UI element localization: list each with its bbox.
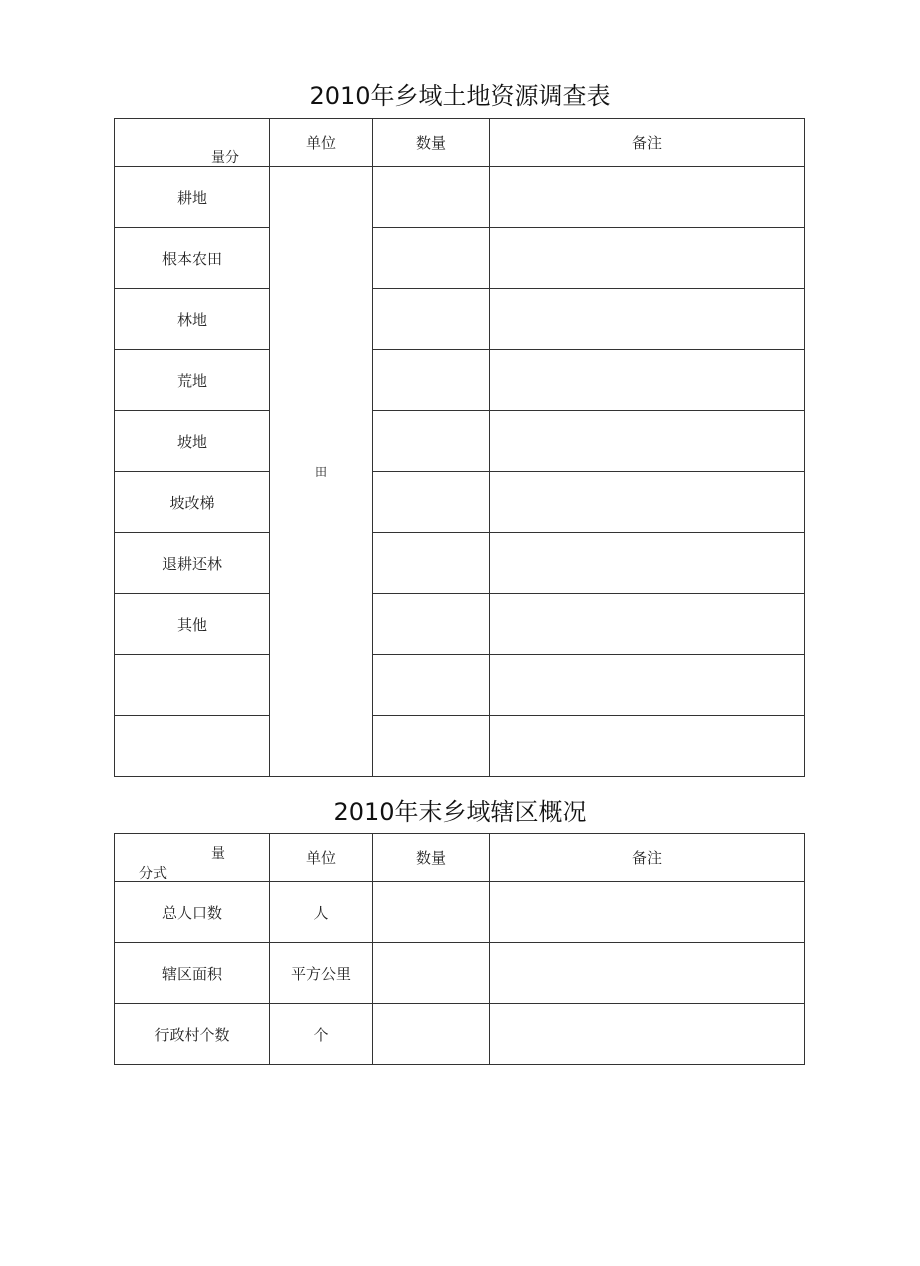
quantity-header: 数量 xyxy=(373,119,490,167)
remarks-cell[interactable] xyxy=(490,716,805,777)
unit-cell: 人 xyxy=(270,882,373,943)
quantity-cell[interactable] xyxy=(373,350,490,411)
quantity-cell[interactable] xyxy=(373,594,490,655)
region-table-title: 2010年末乡域辖区概况 xyxy=(333,798,587,826)
table-row xyxy=(115,411,805,472)
remarks-header: 备注 xyxy=(490,119,805,167)
row-label: 耕地 xyxy=(115,167,270,228)
remarks-cell[interactable] xyxy=(490,533,805,594)
unit-cell: 平方公里 xyxy=(270,943,373,1004)
quantity-cell[interactable] xyxy=(373,289,490,350)
quantity-cell[interactable] xyxy=(373,882,490,943)
table-row xyxy=(115,943,805,1004)
corner-label-top: 量 xyxy=(211,846,225,862)
quantity-cell[interactable] xyxy=(373,228,490,289)
unit-cell: 个 xyxy=(270,1004,373,1065)
row-label: 其他 xyxy=(115,594,270,655)
remarks-cell[interactable] xyxy=(490,167,805,228)
land-resource-table xyxy=(114,118,805,777)
row-label: 退耕还林 xyxy=(115,533,270,594)
remarks-cell[interactable] xyxy=(490,1004,805,1065)
quantity-cell[interactable] xyxy=(373,655,490,716)
table-row xyxy=(115,350,805,411)
row-label: 坡改梯 xyxy=(115,472,270,533)
quantity-cell[interactable] xyxy=(373,1004,490,1065)
remarks-cell[interactable] xyxy=(490,943,805,1004)
quantity-cell[interactable] xyxy=(373,472,490,533)
table-row xyxy=(115,655,805,716)
row-label: 根本农田 xyxy=(115,228,270,289)
remarks-cell[interactable] xyxy=(490,655,805,716)
quantity-cell[interactable] xyxy=(373,411,490,472)
table-row xyxy=(115,1004,805,1065)
row-label[interactable] xyxy=(115,655,270,716)
table-row xyxy=(115,882,805,943)
table-row xyxy=(115,472,805,533)
unit-header: 单位 xyxy=(270,834,373,882)
row-label: 辖区面积 xyxy=(115,943,270,1004)
remarks-cell[interactable] xyxy=(490,350,805,411)
region-overview-table xyxy=(114,833,805,1065)
table-row xyxy=(115,289,805,350)
table-row xyxy=(115,167,805,228)
remarks-cell[interactable] xyxy=(490,411,805,472)
corner-header-cell xyxy=(115,834,270,882)
corner-label-bottom: 分式 xyxy=(139,866,167,882)
land-table-title: 2010年乡域土地资源调查表 xyxy=(309,82,611,110)
quantity-cell[interactable] xyxy=(373,943,490,1004)
unit-cell: 田 xyxy=(270,167,373,777)
row-label: 坡地 xyxy=(115,411,270,472)
remarks-cell[interactable] xyxy=(490,472,805,533)
table-row xyxy=(115,228,805,289)
table-row xyxy=(115,533,805,594)
quantity-cell[interactable] xyxy=(373,533,490,594)
remarks-cell[interactable] xyxy=(490,594,805,655)
row-label: 林地 xyxy=(115,289,270,350)
row-label: 行政村个数 xyxy=(115,1004,270,1065)
remarks-cell[interactable] xyxy=(490,882,805,943)
quantity-cell[interactable] xyxy=(373,167,490,228)
table-header-row xyxy=(115,119,805,167)
quantity-cell[interactable] xyxy=(373,716,490,777)
table-header-row xyxy=(115,834,805,882)
table-row xyxy=(115,716,805,777)
corner-header-cell xyxy=(115,119,270,167)
unit-header: 单位 xyxy=(270,119,373,167)
table-row xyxy=(115,594,805,655)
row-label: 总人口数 xyxy=(115,882,270,943)
remarks-header: 备注 xyxy=(490,834,805,882)
row-label: 荒地 xyxy=(115,350,270,411)
remarks-cell[interactable] xyxy=(490,228,805,289)
remarks-cell[interactable] xyxy=(490,289,805,350)
corner-label: 量分 xyxy=(211,150,239,166)
row-label[interactable] xyxy=(115,716,270,777)
quantity-header: 数量 xyxy=(373,834,490,882)
